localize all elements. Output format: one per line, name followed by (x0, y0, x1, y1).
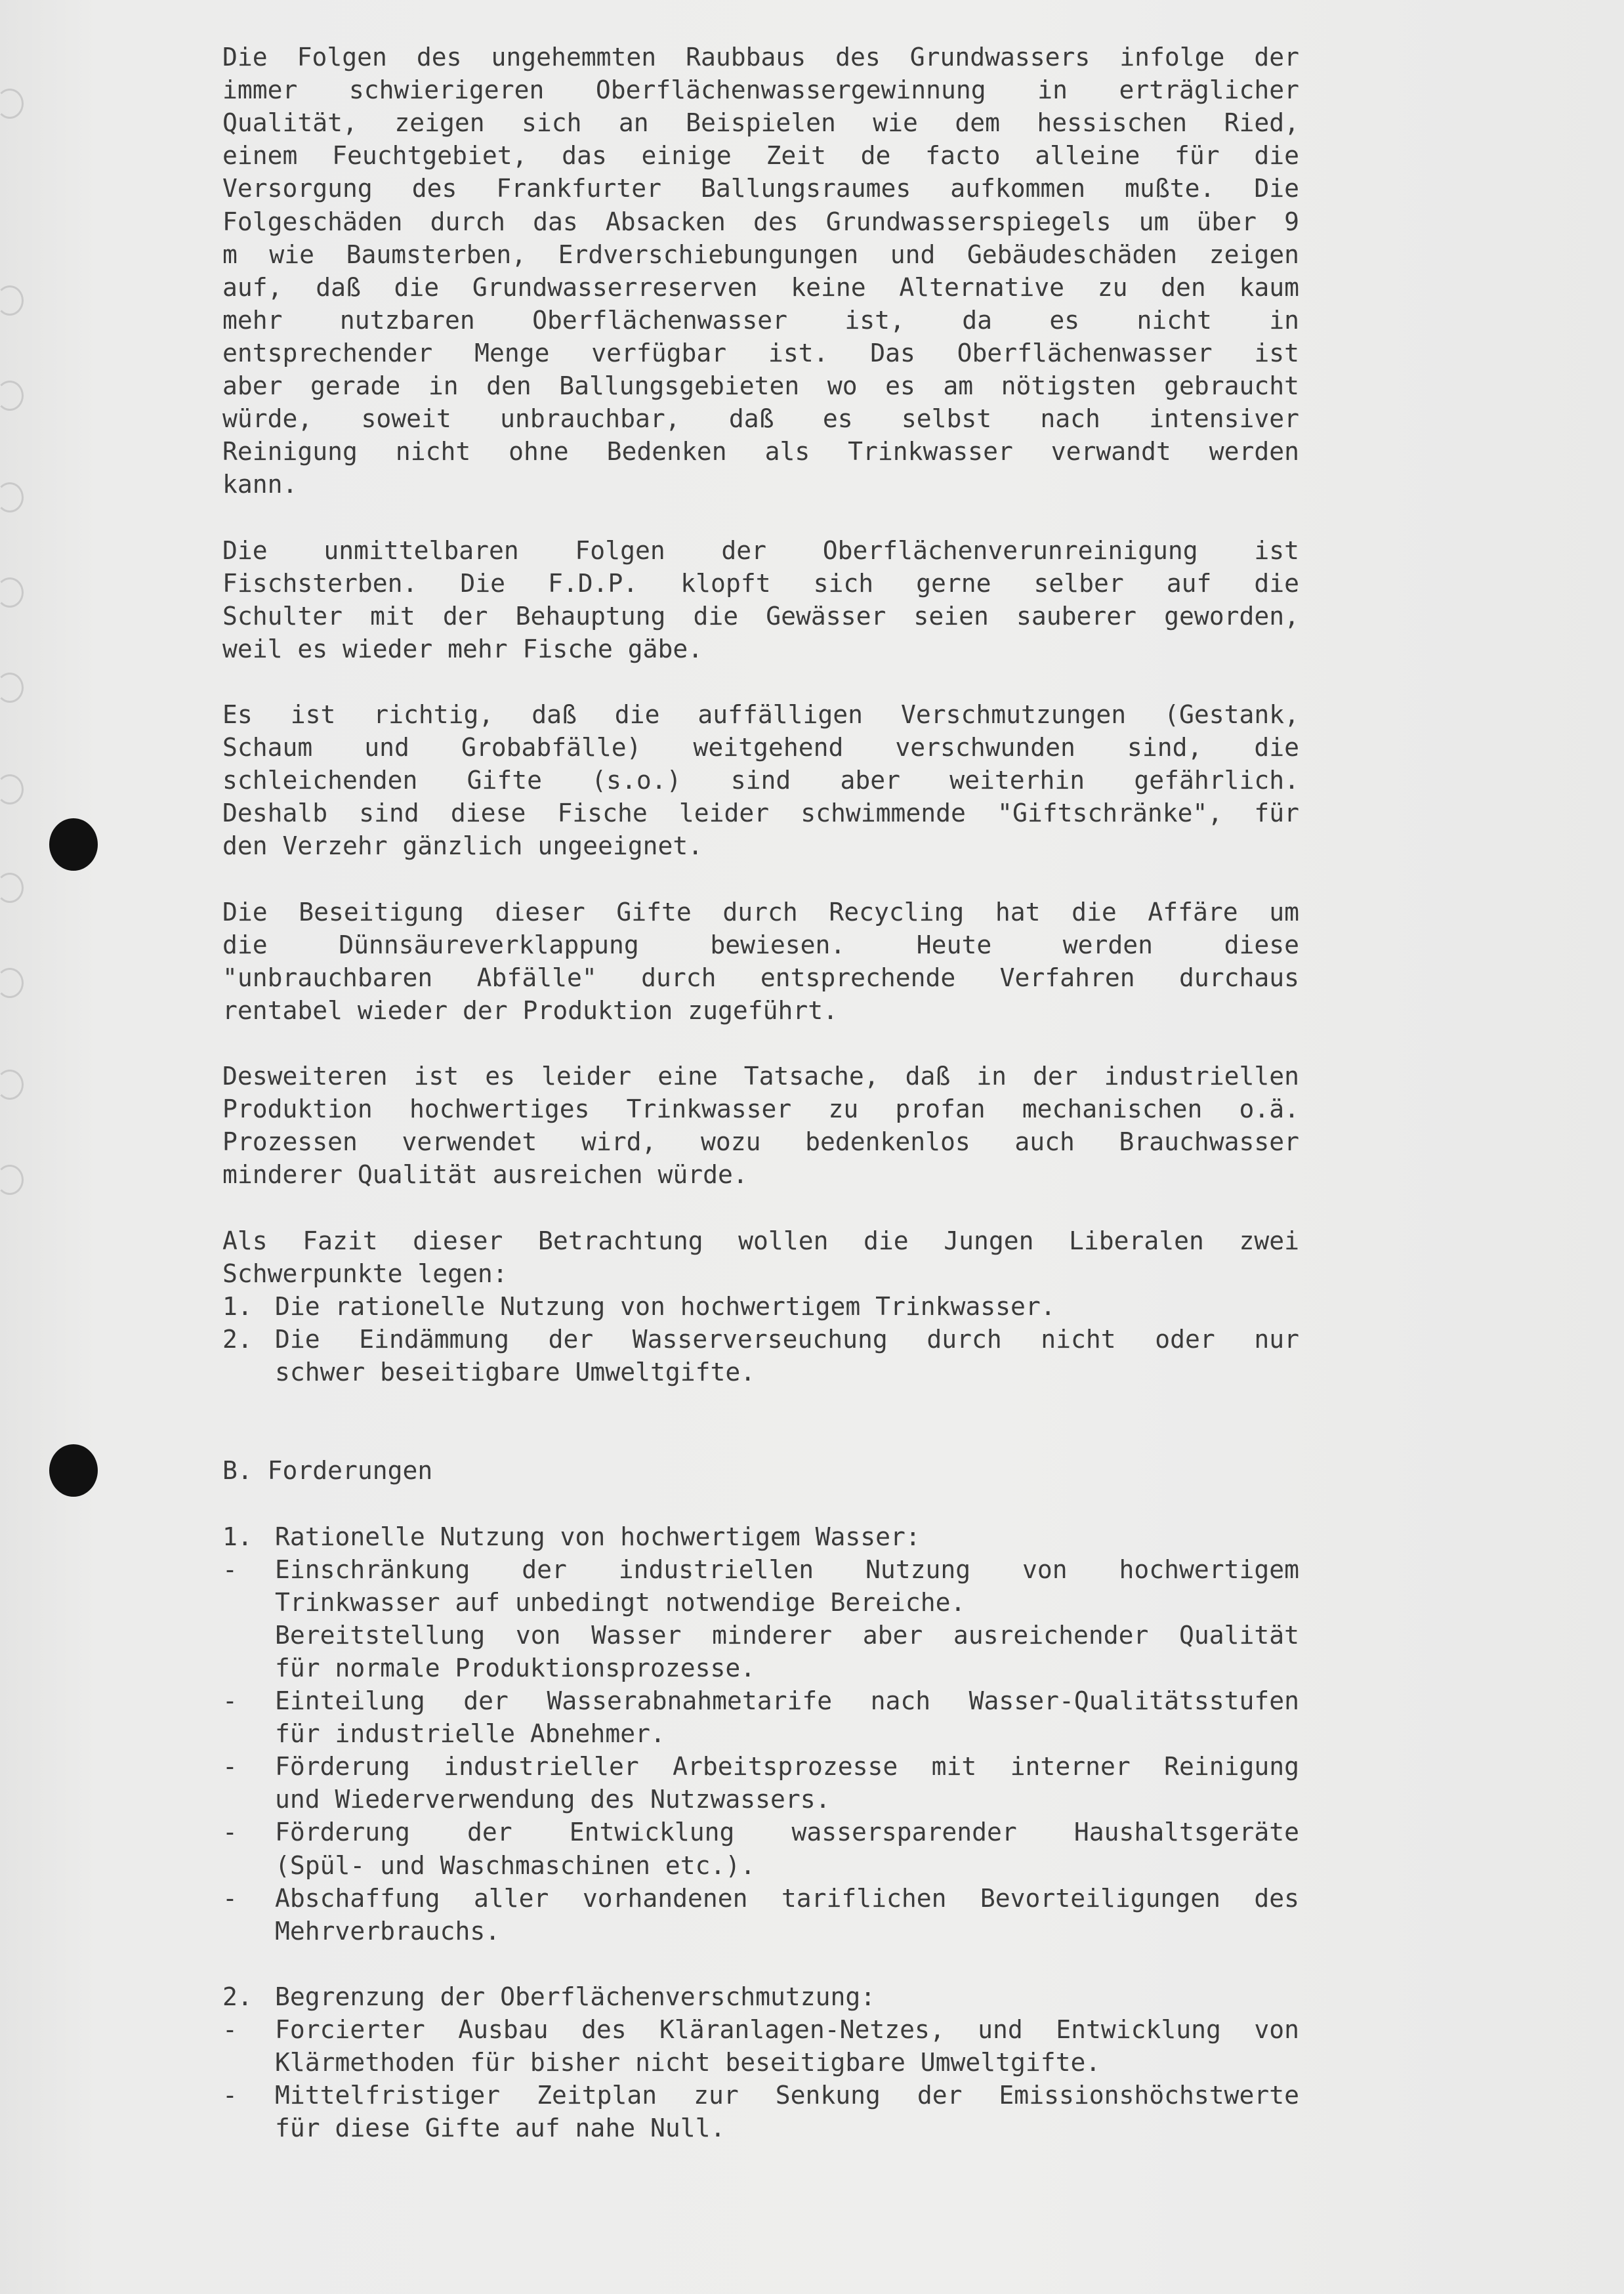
binder-mark (0, 774, 24, 804)
line-text: Als Fazit dieser Betrachtung wollen die Jungen Liberalen zwei (222, 1226, 1299, 1255)
binder-mark (0, 873, 24, 903)
list-marker: 1. (222, 1291, 253, 1321)
punch-hole (49, 818, 98, 871)
line-text: Versorgung des Frankfurter Ballungsraumes aufkommen mußte. Die (222, 174, 1299, 203)
text-line (222, 369, 1299, 402)
text-line (222, 1257, 1299, 1290)
line-text: den Verzehr gänzlich ungeeignet. (222, 831, 703, 861)
text-line (222, 1980, 1299, 2013)
text-line (222, 1553, 1299, 1586)
list-marker (222, 1652, 275, 1684)
line-text: Abschaffung aller vorhandenen tariflichen Bevorteiligungen des (275, 1883, 1299, 1913)
list-marker (222, 1356, 275, 1388)
list-marker: - (222, 2081, 238, 2110)
binder-mark (0, 1070, 24, 1100)
text-line (222, 600, 1299, 633)
list-marker: - (222, 2015, 238, 2044)
list-marker (222, 1717, 275, 1750)
line-text: Qualität, zeigen sich an Beispielen wie dem hessischen Ried, (222, 108, 1299, 138)
text-line (222, 106, 1299, 139)
text-line (222, 731, 1299, 764)
line-text: Folgeschäden durch das Absacken des Grundwasserspiegels um über 9 (222, 207, 1299, 236)
text-line (222, 829, 1299, 862)
text-line (222, 1060, 1299, 1093)
binder-mark (0, 381, 24, 411)
list-marker: 2. (222, 1982, 253, 2011)
line-text: Rationelle Nutzung von hochwertigem Wasser: (275, 1522, 921, 1551)
list-marker: 1. (222, 1522, 253, 1551)
text-line (222, 1684, 1299, 1717)
line-text: Trinkwasser auf unbedingt notwendige Bereiche. (275, 1587, 966, 1617)
text-line (222, 1454, 1299, 1487)
binder-mark (0, 1165, 24, 1195)
text-line (222, 1915, 1299, 1948)
line-text: einem Feuchtgebiet, das einige Zeit de facto alleine für die (222, 141, 1299, 171)
list-marker: - (222, 1752, 238, 1782)
punch-hole (49, 1444, 98, 1497)
text-line (222, 1125, 1299, 1158)
text-line (222, 1520, 1299, 1553)
line-text: Klärmethoden für bisher nicht beseitigbare Umweltgifte. (275, 2048, 1101, 2077)
text-line (222, 1619, 1299, 1652)
line-text: m wie Baumsterben, Erdverschiebungungen und Gebäudeschäden zeigen (222, 240, 1299, 269)
line-text: Die rationelle Nutzung von hochwertigem Trinkwasser. (275, 1291, 1056, 1321)
text-line (222, 764, 1299, 797)
text-line (222, 402, 1299, 435)
list-marker: 2. (222, 1324, 253, 1354)
line-text: Prozessen verwendet wird, wozu bedenkenlos auch Brauchwasser (222, 1127, 1299, 1157)
line-text: Produktion hochwertiges Trinkwasser zu profan mechanischen o.ä. (222, 1095, 1299, 1124)
line-text: Begrenzung der Oberflächenverschmutzung: (275, 1982, 876, 2011)
text-line (222, 896, 1299, 928)
binder-mark (0, 482, 24, 512)
text-line (222, 2013, 1299, 2046)
list-marker: - (222, 1554, 238, 1584)
line-text: weil es wieder mehr Fische gäbe. (222, 634, 703, 663)
line-text: minderer Qualität ausreichen würde. (222, 1160, 748, 1190)
line-text: Forcierter Ausbau des Kläranlagen-Netzes, und Entwicklung von (275, 2015, 1299, 2044)
text-line (222, 1290, 1299, 1323)
text-line (222, 468, 1299, 501)
line-text: (Spül- und Waschmaschinen etc.). (275, 1850, 756, 1880)
list-marker (222, 1915, 275, 1948)
text-line (222, 139, 1299, 172)
text-line (222, 928, 1299, 961)
text-line (222, 435, 1299, 468)
text-line (222, 1323, 1299, 1356)
line-text: rentabel wieder der Produktion zugeführt. (222, 995, 838, 1025)
list-marker: - (222, 1686, 238, 1715)
binder-mark (0, 673, 24, 703)
binder-mark (0, 577, 24, 608)
line-text: Die unmittelbaren Folgen der Oberflächenverunreinigung ist (222, 535, 1299, 565)
list-marker (222, 2046, 275, 2079)
binder-mark (0, 89, 24, 119)
line-text: schleichenden Gifte (s.o.) sind aber weiterhin gefährlich. (222, 766, 1299, 795)
line-text: Es ist richtig, daß die auffälligen Verschmutzungen (Gestank, (222, 700, 1299, 729)
text-line (222, 1586, 1299, 1619)
text-line (222, 1816, 1299, 1848)
line-text: würde, soweit unbrauchbar, daß es selbst nach intensiver (222, 404, 1299, 434)
line-text: Schwerpunkte legen: (222, 1259, 508, 1288)
binder-mark (0, 285, 24, 316)
line-text: Deshalb sind diese Fische leider schwimmende "Giftschränke", für (222, 799, 1299, 828)
line-text: Reinigung nicht ohne Bedenken als Trinkwasser verwandt werden (222, 437, 1299, 467)
text-line (222, 2079, 1299, 2112)
text-line (222, 304, 1299, 337)
line-text: Fischsterben. Die F.D.P. klopft sich gerne selber auf die (222, 568, 1299, 598)
list-marker (222, 1586, 275, 1619)
line-text: Bereitstellung von Wasser minderer aber ausreichender Qualität (275, 1620, 1299, 1650)
line-text: mehr nutzbaren Oberflächenwasser ist, da es nicht in (222, 305, 1299, 335)
line-text: "unbrauchbaren Abfälle" durch entsprechende Verfahren durchaus (222, 963, 1299, 992)
text-line (222, 797, 1299, 829)
text-line (222, 1882, 1299, 1915)
text-line (222, 238, 1299, 271)
text-line (222, 172, 1299, 205)
line-text: entsprechender Menge verfügbar ist. Das Oberflächenwasser ist (222, 338, 1299, 367)
line-text: Förderung industrieller Arbeitsprozesse mit interner Reinigung (275, 1752, 1299, 1782)
text-line (222, 633, 1299, 665)
text-line (222, 994, 1299, 1027)
list-marker: - (222, 1883, 238, 1913)
text-line (222, 1849, 1299, 1882)
text-line (222, 1224, 1299, 1257)
line-text: Förderung der Entwicklung wassersparender Haushaltsgeräte (275, 1818, 1299, 1847)
list-marker (222, 1619, 275, 1652)
line-text: Schaum und Grobabfälle) weitgehend verschwunden sind, die (222, 733, 1299, 762)
line-text: und Wiederverwendung des Nutzwassers. (275, 1785, 831, 1814)
line-text: Mehrverbrauchs. (275, 1916, 501, 1946)
text-line (222, 1093, 1299, 1125)
line-text: Schulter mit der Behauptung die Gewässer seien sauberer geworden, (222, 601, 1299, 631)
text-line (222, 567, 1299, 600)
line-text: Einteilung der Wasserabnahmetarife nach Wasser-Qualitätsstufen (275, 1686, 1299, 1715)
line-text: Die Eindämmung der Wasserverseuchung durch nicht oder nur (275, 1324, 1299, 1354)
line-text: für industrielle Abnehmer. (275, 1719, 665, 1749)
text-line (222, 1783, 1299, 1816)
text-line (222, 1652, 1299, 1684)
line-text: auf, daß die Grundwasserreserven keine Alternative zu den kaum (222, 272, 1299, 302)
line-text: Desweiteren ist es leider eine Tatsache, daß in der industriellen (222, 1062, 1299, 1091)
text-line (222, 41, 1299, 73)
text-line (222, 2112, 1299, 2144)
text-line (222, 961, 1299, 994)
text-line (222, 73, 1299, 106)
binder-mark (0, 968, 24, 998)
line-text: Einschränkung der industriellen Nutzung von hochwertigem (275, 1554, 1299, 1584)
line-text: aber gerade in den Ballungsgebieten wo es am nötigsten gebraucht (222, 371, 1299, 400)
text-line (222, 534, 1299, 567)
text-line (222, 205, 1299, 238)
text-line (222, 1356, 1299, 1388)
text-line (222, 271, 1299, 304)
line-text: kann. (222, 470, 298, 499)
text-line (222, 2046, 1299, 2079)
list-marker (222, 1783, 275, 1816)
line-text: immer schwierigeren Oberflächenwassergewinnung in erträglicher (222, 75, 1299, 105)
list-marker (222, 1849, 275, 1882)
line-text: für diese Gifte auf nahe Null. (275, 2114, 726, 2143)
line-text: Mittelfristiger Zeitplan zur Senkung der Emissionshöchstwerte (275, 2081, 1299, 2110)
line-text: Die Beseitigung dieser Gifte durch Recycling hat die Affäre um (222, 897, 1299, 927)
text-line (222, 1717, 1299, 1750)
text-line (222, 698, 1299, 731)
text-line (222, 337, 1299, 369)
list-marker (222, 2112, 275, 2144)
line-text: schwer beseitigbare Umweltgifte. (275, 1358, 756, 1387)
line-text: Die Folgen des ungehemmten Raubbaus des Grundwassers infolge der (222, 43, 1299, 72)
line-text: B. Forderungen (222, 1456, 433, 1486)
line-text: für normale Produktionsprozesse. (275, 1653, 756, 1682)
text-line (222, 1750, 1299, 1783)
line-text: die Dünnsäureverklappung bewiesen. Heute werden diese (222, 930, 1299, 959)
list-marker: - (222, 1818, 238, 1847)
text-line (222, 1158, 1299, 1191)
